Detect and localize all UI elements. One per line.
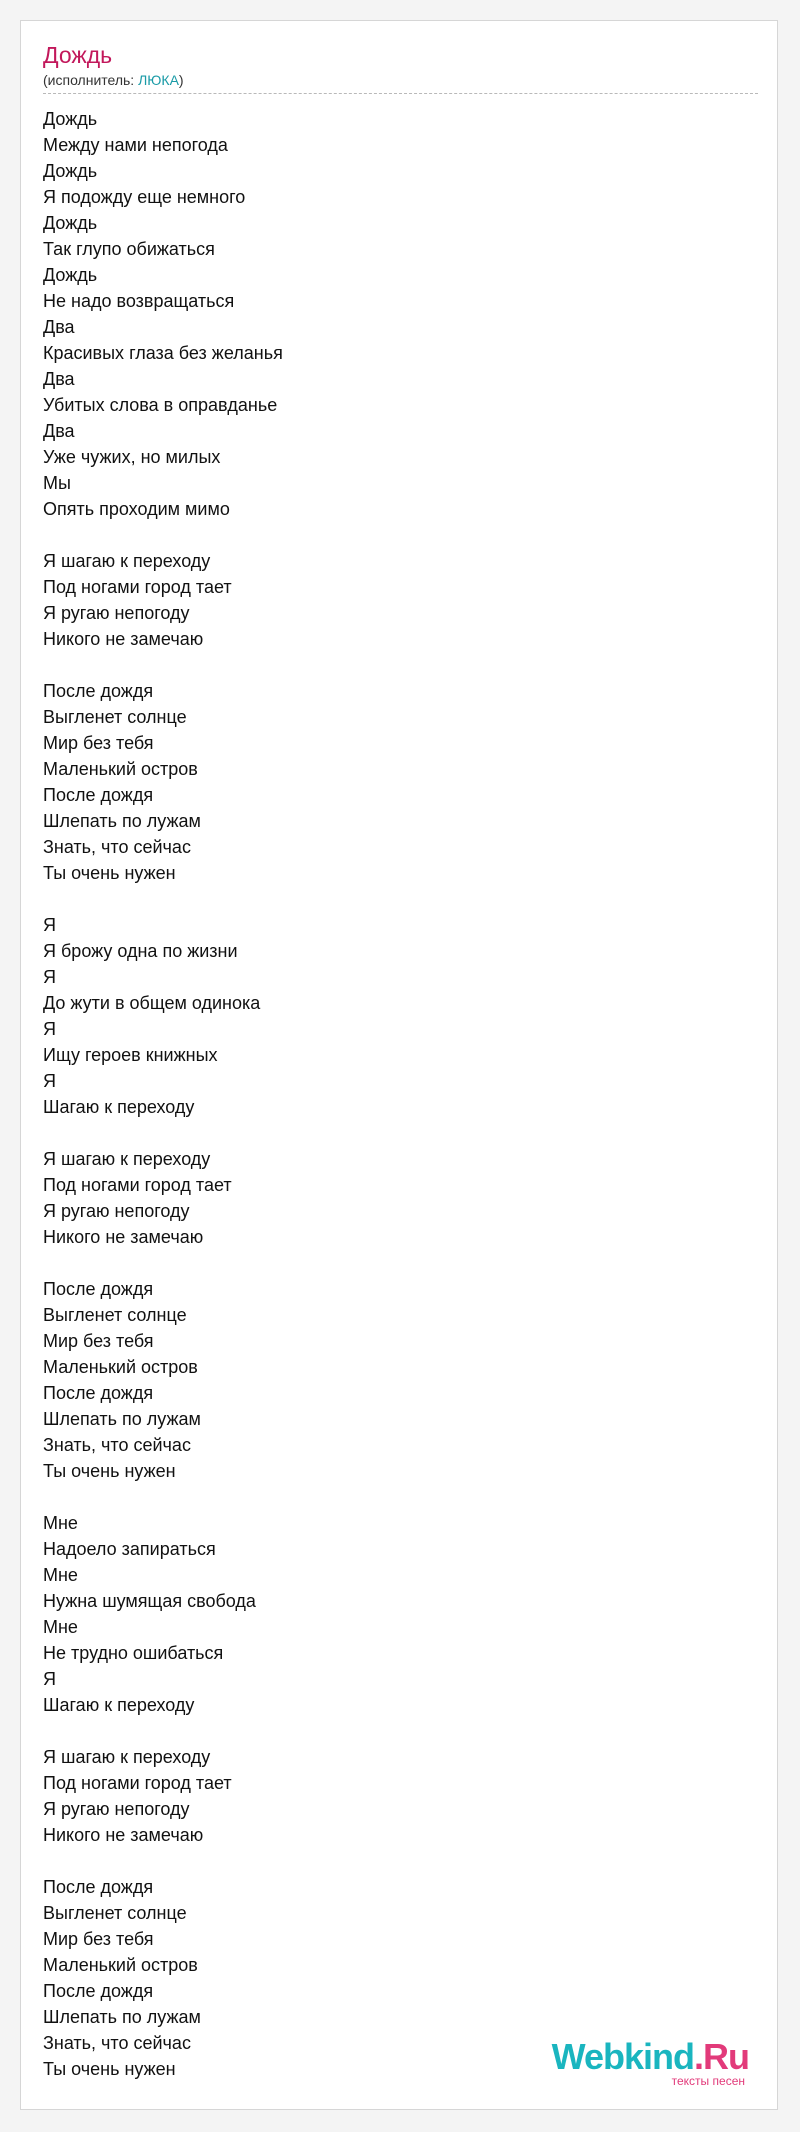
- lyric-line: После дождя: [43, 785, 154, 805]
- lyrics-stanza: [43, 106, 743, 522]
- lyric-line: Мир без тебя: [43, 1929, 154, 1949]
- lyric-line: Мир без тебя: [43, 733, 154, 753]
- lyric-line: Не трудно ошибаться: [43, 1643, 224, 1663]
- lyric-line: Никого не замечаю: [43, 1825, 204, 1845]
- lyric-line: После дождя: [43, 1279, 154, 1299]
- lyric-line: Ты очень нужен: [43, 2059, 176, 2079]
- lyric-line: Уже чужих, но милых: [43, 447, 221, 467]
- lyric-line: Знать, что сейчас: [43, 2033, 191, 2053]
- lyric-line: Шлепать по лужам: [43, 1409, 201, 1429]
- lyric-line: Я брожу одна по жизни: [43, 941, 238, 961]
- logo-brand: Webkind: [551, 2036, 694, 2077]
- lyric-line: Мне: [43, 1513, 78, 1533]
- lyric-line: Между нами непогода: [43, 135, 228, 155]
- lyric-line: Надоело запираться: [43, 1539, 216, 1559]
- lyric-line: Два: [43, 317, 75, 337]
- lyric-line: После дождя: [43, 1383, 154, 1403]
- lyric-line: Не надо возвращаться: [43, 291, 235, 311]
- lyric-line: Я шагаю к переходу: [43, 1747, 211, 1767]
- lyric-line: Два: [43, 421, 75, 441]
- lyric-line: Никого не замечаю: [43, 629, 204, 649]
- lyric-line: Я: [43, 1071, 56, 1091]
- lyric-line: Маленький остров: [43, 759, 198, 779]
- logo-tagline: тексты песен: [671, 2074, 745, 2088]
- lyrics-card: [20, 20, 778, 2110]
- logo-domain: .Ru: [694, 2036, 749, 2077]
- song-title: Дождь: [43, 42, 113, 68]
- lyrics-stanza: [43, 1744, 743, 1848]
- lyrics-stanza: [43, 912, 743, 1120]
- lyric-line: После дождя: [43, 1877, 154, 1897]
- lyric-line: Шлепать по лужам: [43, 2007, 201, 2027]
- lyric-line: После дождя: [43, 1981, 154, 2001]
- lyric-line: Знать, что сейчас: [43, 1435, 191, 1455]
- lyric-line: Я ругаю непогоду: [43, 603, 190, 623]
- lyric-line: Шлепать по лужам: [43, 811, 201, 831]
- lyric-line: Ты очень нужен: [43, 863, 176, 883]
- lyrics-stanza: [43, 548, 743, 652]
- lyric-line: Шагаю к переходу: [43, 1097, 195, 1117]
- artist-link[interactable]: ЛЮКА: [138, 72, 179, 88]
- lyric-line: Мы: [43, 473, 71, 493]
- lyric-line: Я: [43, 967, 56, 987]
- artist-line: [43, 71, 184, 89]
- lyric-line: Два: [43, 369, 75, 389]
- artist-prefix: (исполнитель:: [43, 72, 139, 88]
- site-logo[interactable]: [551, 2036, 749, 2088]
- lyric-line: Опять проходим мимо: [43, 499, 230, 519]
- lyric-line: Выгленет солнце: [43, 707, 187, 727]
- lyric-line: Я: [43, 1669, 56, 1689]
- lyric-line: Под ногами город тает: [43, 1773, 232, 1793]
- lyrics-stanza: [43, 678, 743, 886]
- lyric-line: Так глупо обижаться: [43, 239, 215, 259]
- lyric-line: Дождь: [43, 161, 98, 181]
- artist-suffix: ): [178, 72, 184, 88]
- lyric-line: Нужна шумящая свобода: [43, 1591, 256, 1611]
- lyric-line: Мне: [43, 1617, 78, 1637]
- lyric-line: Я ругаю непогоду: [43, 1201, 190, 1221]
- lyric-line: Я подожду еще немного: [43, 187, 246, 207]
- lyric-line: Под ногами город тает: [43, 577, 232, 597]
- lyric-line: Я ругаю непогоду: [43, 1799, 190, 1819]
- lyric-line: Дождь: [43, 109, 98, 129]
- lyric-line: Дождь: [43, 265, 98, 285]
- lyric-line: Маленький остров: [43, 1357, 198, 1377]
- lyric-line: До жути в общем одинока: [43, 993, 261, 1013]
- title-divider: [43, 93, 758, 94]
- lyrics-body: [43, 106, 743, 2108]
- lyrics-stanza: [43, 1146, 743, 1250]
- lyrics-stanza: [43, 1276, 743, 1484]
- lyric-line: Красивых глаза без желанья: [43, 343, 283, 363]
- lyrics-stanza: [43, 1510, 743, 1718]
- lyric-line: Никого не замечаю: [43, 1227, 204, 1247]
- lyric-line: Убитых слова в оправданье: [43, 395, 278, 415]
- lyric-line: Под ногами город тает: [43, 1175, 232, 1195]
- lyric-line: Я шагаю к переходу: [43, 551, 211, 571]
- lyric-line: Ты очень нужен: [43, 1461, 176, 1481]
- lyric-line: Шагаю к переходу: [43, 1695, 195, 1715]
- lyric-line: Я: [43, 915, 56, 935]
- logo-wordmark: [551, 2036, 749, 2077]
- lyric-line: Мне: [43, 1565, 78, 1585]
- lyric-line: Знать, что сейчас: [43, 837, 191, 857]
- lyric-line: Маленький остров: [43, 1955, 198, 1975]
- lyric-line: Мир без тебя: [43, 1331, 154, 1351]
- lyric-line: Выгленет солнце: [43, 1903, 187, 1923]
- lyric-line: Я шагаю к переходу: [43, 1149, 211, 1169]
- lyric-line: Выгленет солнце: [43, 1305, 187, 1325]
- lyric-line: Дождь: [43, 213, 98, 233]
- lyric-line: Ищу героев книжных: [43, 1045, 218, 1065]
- lyric-line: После дождя: [43, 681, 154, 701]
- lyric-line: Я: [43, 1019, 56, 1039]
